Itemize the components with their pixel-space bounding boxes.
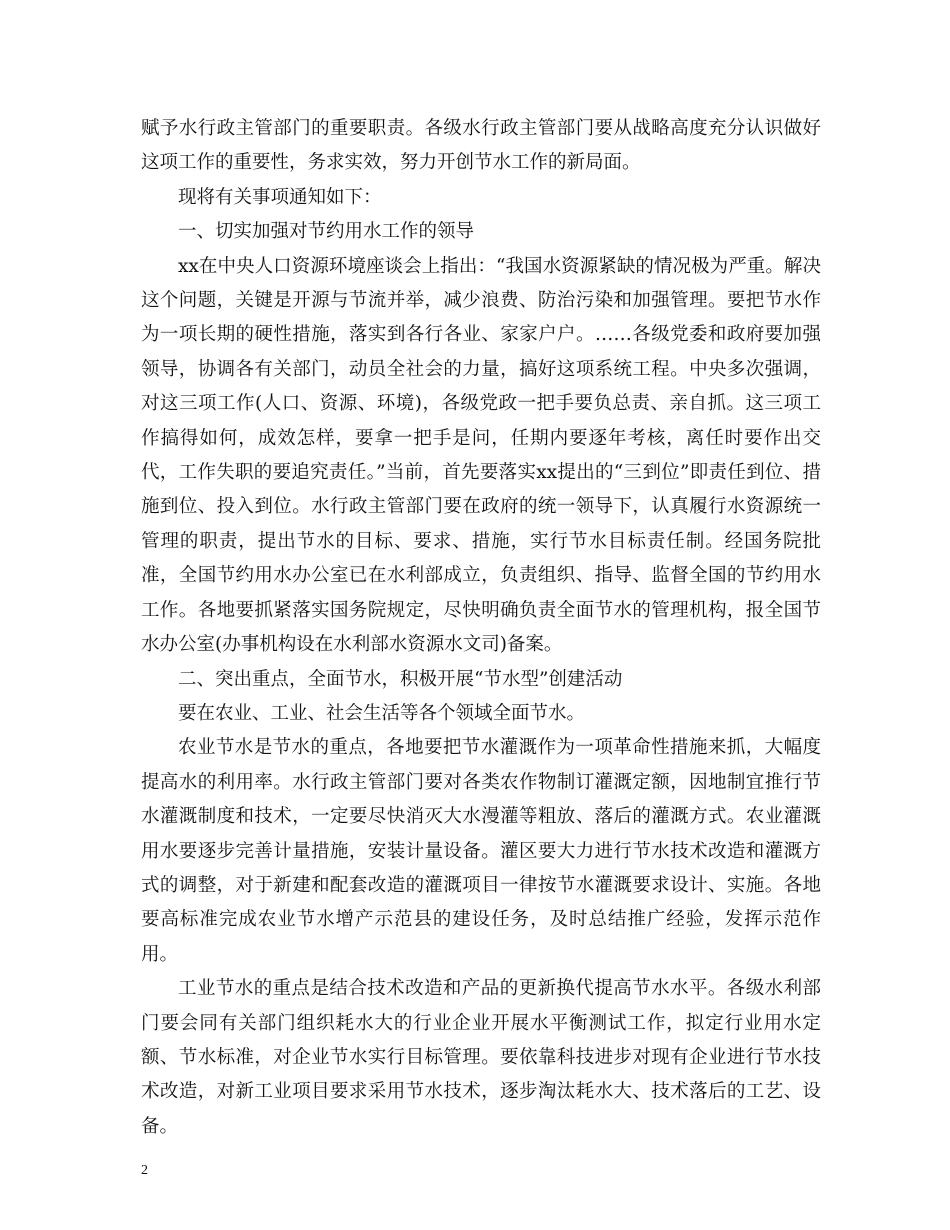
section-heading: 二、突出重点，全面节水，积极开展“节水型”创建活动: [178, 668, 623, 690]
paragraph: 现将有关事项通知如下：: [178, 186, 382, 208]
document-body: [141, 112, 821, 1144]
paragraph: 要在农业、工业、社会生活等各个领域全面节水。: [178, 702, 586, 724]
paragraph: xx在中央人口资源环境座谈会上指出：“我国水资源紧缺的情况极为严重。解决这个问题，关键是开源与节流并举，减少浪费、防治污染和加强管理。要把节水作为一项长期的硬性措施，落实到各行各业、家家户户。……各级党委和政府要加强领导，协调各有关部门，动员全社会的力量，搞好这项系统工程。中央多次强调，对这三项工作(人口、资源、环境)，各级党政一把手要负总责、亲自抓。这三项工作搞得如何，成效怎样，要拿一把手是问，任期内要逐年考核，离任时要作出交代，工作失职的要追究责任。”当前，首先要落实xx提出的“三到位”即责任到位、措施到位、投入到位。水行政主管部门要在政府的统一领导下，认真履行水资源统一管理的职责，提出节水的目标、要求、措施，实行节水目标责任制。经国务院批准，全国节约用水办公室已在水利部成立，负责组织、指导、监督全国的节约用水工作。各地要抓紧落实国务院规定，尽快明确负责全面节水的管理机构，报全国节水办公室(办事机构设在水利部水资源水文司)备案。: [141, 255, 821, 656]
paragraph: 农业节水是节水的重点，各地要把节水灌溉作为一项革命性措施来抓，大幅度提高水的利用率。水行政主管部门要对各类农作物制订灌溉定额，因地制宜推行节水灌溉制度和技术，一定要尽快消灭大水漫灌等粗放、落后的灌溉方式。农业灌溉用水要逐步完善计量措施，安装计量设备。灌区要大力进行节水技术改造和灌溉方式的调整，对于新建和配套改造的灌溉项目一律按节水灌溉要求设计、实施。各地要高标准完成农业节水增产示范县的建设任务，及时总结推广经验，发挥示范作用。: [141, 737, 821, 965]
paragraph: 赋予水行政主管部门的重要职责。各级水行政主管部门要从战略高度充分认识做好这项工作的重要性，务求实效，努力开创节水工作的新局面。: [141, 118, 821, 174]
paragraph: 工业节水的重点是结合技术改造和产品的更新换代提高节水水平。各级水利部门要会同有关部门组织耗水大的行业企业开展水平衡测试工作，拟定行业用水定额、节水标准，对企业节水实行目标管理。要依靠科技进步对现有企业进行节水技术改造，对新工业项目要求采用节水技术，逐步淘汰耗水大、技术落后的工艺、设备。: [141, 978, 821, 1137]
page-number: 2: [141, 1163, 148, 1178]
section-heading: 一、切实加强对节约用水工作的领导: [178, 221, 475, 243]
